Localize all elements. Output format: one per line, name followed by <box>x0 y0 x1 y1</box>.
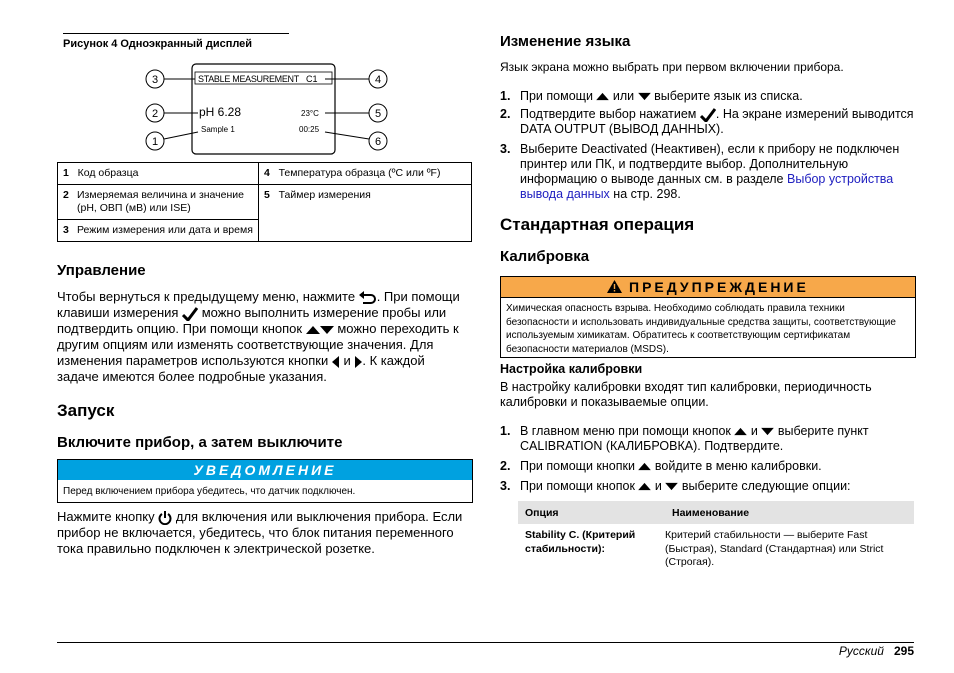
down-arrow-icon <box>320 325 334 335</box>
power-icon <box>158 511 172 525</box>
caption-rule <box>63 33 289 34</box>
legend-cell-3: 3 Режим измерения или дата и время <box>58 220 259 242</box>
left-arrow-icon <box>332 356 340 368</box>
language-step-2: 2. Подтвердите выбор нажатием . На экране измерений выводится DATA OUTPUT (ВЫВОД ДАННЫХ). <box>500 107 914 136</box>
startup-title: Запуск <box>57 401 115 420</box>
down-arrow-icon <box>761 427 774 436</box>
language-steps <box>500 89 914 202</box>
setup-step-1: 1. В главном меню при помощи кнопок и выберите пункт CALIBRATION (КАЛИБРОВКА). Подтвердите. <box>500 424 869 453</box>
footer-rule <box>57 642 914 643</box>
warning-triangle-icon <box>607 280 622 293</box>
setup-step-3: 3. При помощи кнопок и выберите следующие опции: <box>500 479 851 493</box>
display-header: STABLE MEASUREMENT <box>198 74 299 84</box>
options-table-header <box>518 501 914 524</box>
legend-cell-1: 1 Код образца <box>58 163 259 185</box>
up-arrow-icon <box>306 325 320 335</box>
calibration-title: Калибровка <box>500 248 590 265</box>
language-step-3: 3. Выберите Deactivated (Неактивен), если к прибору не подключен принтер или ПК, и подтвердите выбор. Дополнительную информацию о выводе данных см. в разделе Выбор устройства вывода данных на стр. 298. <box>500 142 900 201</box>
legend-cell-4: 4 Температура образца (ºC или ºF) <box>259 163 472 185</box>
startup-subtitle: Включите прибор, а затем выключите <box>57 434 343 451</box>
warning-title: ПРЕДУПРЕЖДЕНИЕ <box>629 279 809 295</box>
legend-cell-2: 2 Измеряемая величина и значение (pH, ОВП (мВ) или ISE) <box>58 185 259 220</box>
startup-paragraph: Нажмите кнопку для включения или выключения прибора. Если прибор не включается, убедитесь, что блок питания переменного тока правильно подключен к электрической розетке. <box>57 509 463 556</box>
legend-cell-5: 5 Таймер измерения <box>259 185 472 242</box>
up-arrow-icon <box>734 427 747 436</box>
checkmark-icon <box>700 108 716 122</box>
warning-header <box>501 277 915 298</box>
up-arrow-icon <box>638 482 651 491</box>
page-number: 295 <box>893 644 914 658</box>
callout-4 <box>369 70 387 88</box>
data-output-link[interactable]: Выбор устройства вывода данных <box>520 172 894 201</box>
callout-5 <box>369 104 387 122</box>
up-arrow-icon <box>596 92 609 101</box>
svg-text:1: 1 <box>151 136 159 148</box>
up-arrow-icon <box>638 462 651 471</box>
display-value: pH 6.28 <box>199 105 242 119</box>
standard-title: Стандартная операция <box>500 215 695 234</box>
options-table <box>518 501 914 570</box>
setup-steps <box>500 424 914 494</box>
display-timer: 00:25 <box>299 125 320 134</box>
warning-text: Химическая опасность взрыва. Необходимо соблюдать правила техники безопасности и использовать индивидуальные средства защиты, соответствующие используемым химикатам. Обратитесь к соответствующим сертификатам безопасности материалов (MSDS). <box>506 303 896 355</box>
display-temp: 23°C <box>301 109 319 118</box>
down-arrow-icon <box>638 92 651 101</box>
down-arrow-icon <box>665 482 678 491</box>
option-cell: Stability C. (Критерий стабильности): <box>525 529 636 555</box>
warning-box <box>500 276 916 358</box>
options-header-option: Опция <box>525 506 559 519</box>
description-cell: Критерий стабильности — выберите Fast (Быстрая), Standard (Стандартная) или Strict (Строгая). <box>665 529 884 568</box>
callout-2 <box>146 104 164 122</box>
svg-text:3: 3 <box>151 74 159 86</box>
notice-text: Перед включением прибора убедитесь, что датчик подключен. <box>63 486 356 497</box>
table-row <box>518 524 914 570</box>
svg-text:4: 4 <box>374 74 382 86</box>
callout-1 <box>146 132 164 150</box>
language-title: Изменение языка <box>500 33 631 50</box>
svg-text:5: 5 <box>374 108 382 120</box>
setup-step-2: 2. При помощи кнопки войдите в меню калибровки. <box>500 459 822 473</box>
language-step-1: 1. При помощи или выберите язык из списка. <box>500 89 803 103</box>
display-channel: C1 <box>306 74 318 84</box>
options-header-name: Наименование <box>672 506 750 519</box>
svg-text:6: 6 <box>374 136 382 148</box>
callout-3 <box>146 70 164 88</box>
notice-title: УВЕДОМЛЕНИЕ <box>58 460 472 480</box>
control-paragraph: Чтобы вернуться к предыдущему меню, нажмите . При помощи клавиши измерения можно выполнить измерение пробы или подтвердить опцию. При помощи кнопок можно переходить к другим опциям или изменять соответствующие значения. Для изменения параметров используются кнопки и . К каждой задаче имеются более подробные указания. <box>57 289 460 384</box>
setup-intro: В настройку калибровки входят тип калибровки, периодичность калибровки и показываемые опции. <box>500 380 872 409</box>
callout-6 <box>369 132 387 150</box>
figure-caption: Рисунок 4 Одноэкранный дисплей <box>63 38 253 50</box>
back-arrow-icon <box>359 291 377 305</box>
footer <box>839 644 914 658</box>
setup-title: Настройка калибровки <box>500 362 643 376</box>
svg-text:2: 2 <box>151 108 159 120</box>
footer-language: Русский <box>838 644 884 658</box>
figure-legend-table <box>57 162 472 242</box>
control-title: Управление <box>57 262 146 279</box>
notice-box <box>57 459 473 503</box>
checkmark-icon <box>182 307 198 321</box>
display-sample: Sample 1 <box>201 125 235 134</box>
language-intro: Язык экрана можно выбрать при первом включении прибора. <box>500 60 844 74</box>
